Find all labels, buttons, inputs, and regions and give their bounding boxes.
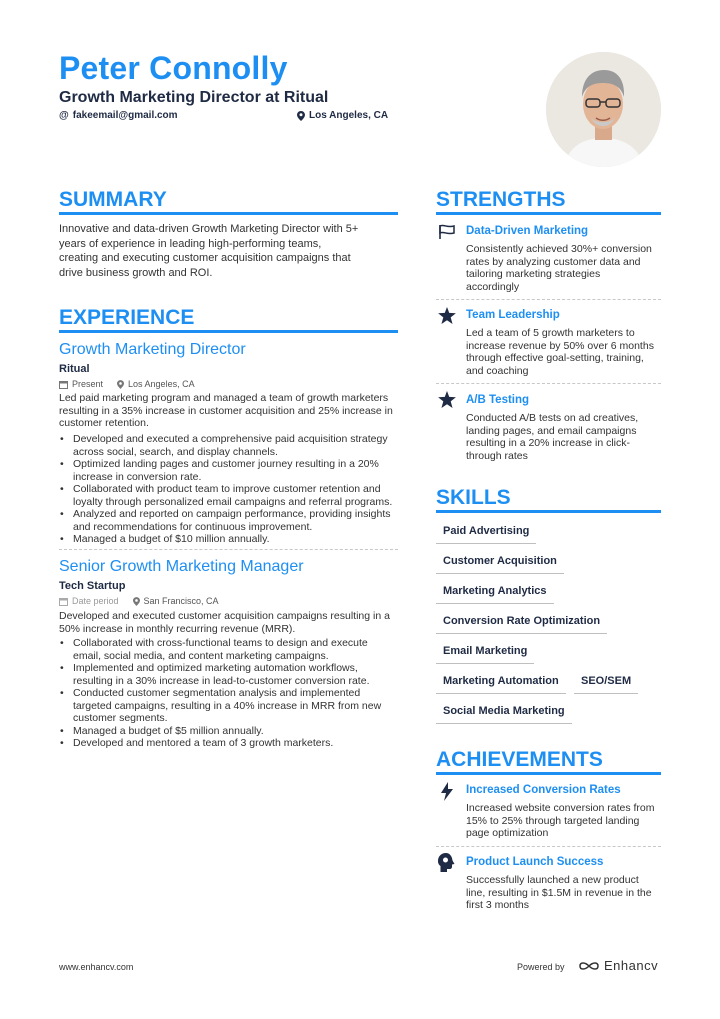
- job-date: Present: [72, 379, 104, 389]
- skill-tag: Email Marketing: [436, 645, 534, 664]
- job-location: San Francisco, CA: [143, 596, 219, 606]
- job-title: Growth Marketing Director: [59, 341, 246, 358]
- strength-title: Data-Driven Marketing: [466, 225, 589, 237]
- candidate-name: Peter Connolly: [59, 50, 288, 86]
- enhancv-logo-text: Enhancv: [604, 958, 659, 973]
- summary-title: SUMMARY: [59, 188, 167, 211]
- job-title: Senior Growth Marketing Manager: [59, 558, 304, 575]
- skill-tag: Customer Acquisition: [436, 555, 564, 574]
- job-location: Los Angeles, CA: [128, 379, 195, 389]
- list-item: • Developed and mentored a team of 3 growth marketers.: [59, 737, 404, 750]
- company-name: Tech Startup: [59, 580, 126, 592]
- list-item: • Managed a budget of $5 million annually.: [59, 725, 404, 738]
- location-contact: [297, 110, 388, 121]
- list-item: • Developed and executed a comprehensive paid acquisition strategy across social, search, and display channels.: [59, 433, 404, 458]
- strength-title: A/B Testing: [466, 394, 530, 406]
- star-icon: [438, 391, 456, 413]
- list-item: • Collaborated with cross-functional teams to design and execute email, social media, and content marketing campaigns.: [59, 637, 404, 662]
- footer-website-link[interactable]: www.enhancv.com: [59, 962, 134, 972]
- strength-desc: Led a team of 5 growth marketers to increase revenue by 50% over 6 months through effective goal-setting, training, and coaching: [466, 327, 654, 377]
- flag-icon: [438, 224, 456, 245]
- list-item: • Implemented and optimized marketing automation workflows, resulting in a 30% increase in lead-to-customer conversion rate.: [59, 662, 404, 687]
- list-item: • Optimized landing pages and customer journey resulting in a 20% increase in conversion rate.: [59, 458, 404, 483]
- star-icon: [438, 307, 456, 329]
- divider: [436, 846, 661, 847]
- strength-title: Team Leadership: [466, 309, 560, 321]
- powered-by-text: Powered by: [517, 962, 565, 972]
- achievement-title: Increased Conversion Rates: [466, 784, 621, 796]
- summary-text: Innovative and data-driven Growth Marketing Director with 5+ years of experience in leading high-performing teams, creating and executing customer acquisition campaigns that drive business growth and ROI.: [59, 223, 359, 279]
- location-text: Los Angeles, CA: [309, 110, 389, 121]
- list-item: • Managed a budget of $10 million annually.: [59, 533, 404, 546]
- at-icon: @: [59, 110, 69, 121]
- skill-tag: SEO/SEM: [574, 675, 638, 694]
- enhancv-logo-icon: [578, 959, 600, 973]
- email-contact[interactable]: [59, 110, 178, 121]
- divider: [59, 549, 398, 550]
- skills-rule: [436, 510, 661, 513]
- enhancv-logo[interactable]: [578, 958, 658, 973]
- email-text: fakeemail@gmail.com: [72, 110, 178, 121]
- map-pin-icon: [133, 597, 140, 606]
- list-item: • Conducted customer segmentation analysis and implemented targeted campaigns, resulting in a 40% increase in MRR from new customer segments.: [59, 687, 404, 725]
- job-meta: [59, 379, 195, 389]
- lightning-icon: [440, 782, 454, 806]
- candidate-role: Growth Marketing Director at Ritual: [59, 89, 329, 106]
- achievement-desc: Successfully launched a new product line, resulting in $1.5M in revenue in the first 3 months: [466, 874, 652, 911]
- strength-desc: Consistently achieved 30%+ conversion rates by analyzing customer data and tailoring marketing strategies accordingly: [466, 243, 652, 293]
- experience-rule: [59, 330, 398, 333]
- skill-tag: Paid Advertising: [436, 525, 536, 544]
- summary-rule: [59, 212, 398, 215]
- achievements-rule: [436, 772, 661, 775]
- job-description: Developed and executed customer acquisition campaigns resulting in a 50% increase in monthly recurring revenue (MRR).: [59, 610, 390, 635]
- map-pin-icon: [297, 111, 305, 121]
- job-date: Date period: [72, 596, 119, 606]
- skill-tag: Marketing Analytics: [436, 585, 554, 604]
- experience-title: EXPERIENCE: [59, 306, 195, 329]
- strengths-title: STRENGTHS: [436, 188, 566, 211]
- strength-desc: Conducted A/B tests on ad creatives, landing pages, and email campaigns resulting in a 20% increase in click- through rates: [466, 412, 639, 462]
- job-description: Led paid marketing program and managed a team of growth marketers resulting in a 35% increase in customer acquisition and 25% increase in customer retention.: [59, 392, 393, 429]
- head-icon: [438, 853, 455, 877]
- job-bullets: [59, 433, 404, 546]
- achievement-title: Product Launch Success: [466, 856, 604, 868]
- calendar-icon: [59, 380, 68, 389]
- achievements-title: ACHIEVEMENTS: [436, 748, 603, 771]
- skill-tag: Conversion Rate Optimization: [436, 615, 607, 634]
- strengths-rule: [436, 212, 661, 215]
- skill-tag: Social Media Marketing: [436, 705, 572, 724]
- divider: [436, 383, 661, 384]
- map-pin-icon: [117, 380, 124, 389]
- achievement-desc: Increased website conversion rates from 15% to 25% through targeted landing page optimization: [466, 802, 655, 839]
- calendar-icon: [59, 597, 68, 606]
- avatar: [546, 52, 661, 167]
- skills-title: SKILLS: [436, 486, 511, 509]
- skill-tag: Marketing Automation: [436, 675, 566, 694]
- company-name: Ritual: [59, 363, 90, 375]
- job-meta: [59, 596, 219, 606]
- divider: [436, 299, 661, 300]
- job-bullets: [59, 637, 404, 750]
- list-item: • Analyzed and reported on campaign performance, providing insights and recommendations for continuous improvement.: [59, 508, 404, 533]
- list-item: • Collaborated with product team to improve customer retention and loyalty through personalized email campaigns and referral programs.: [59, 483, 404, 508]
